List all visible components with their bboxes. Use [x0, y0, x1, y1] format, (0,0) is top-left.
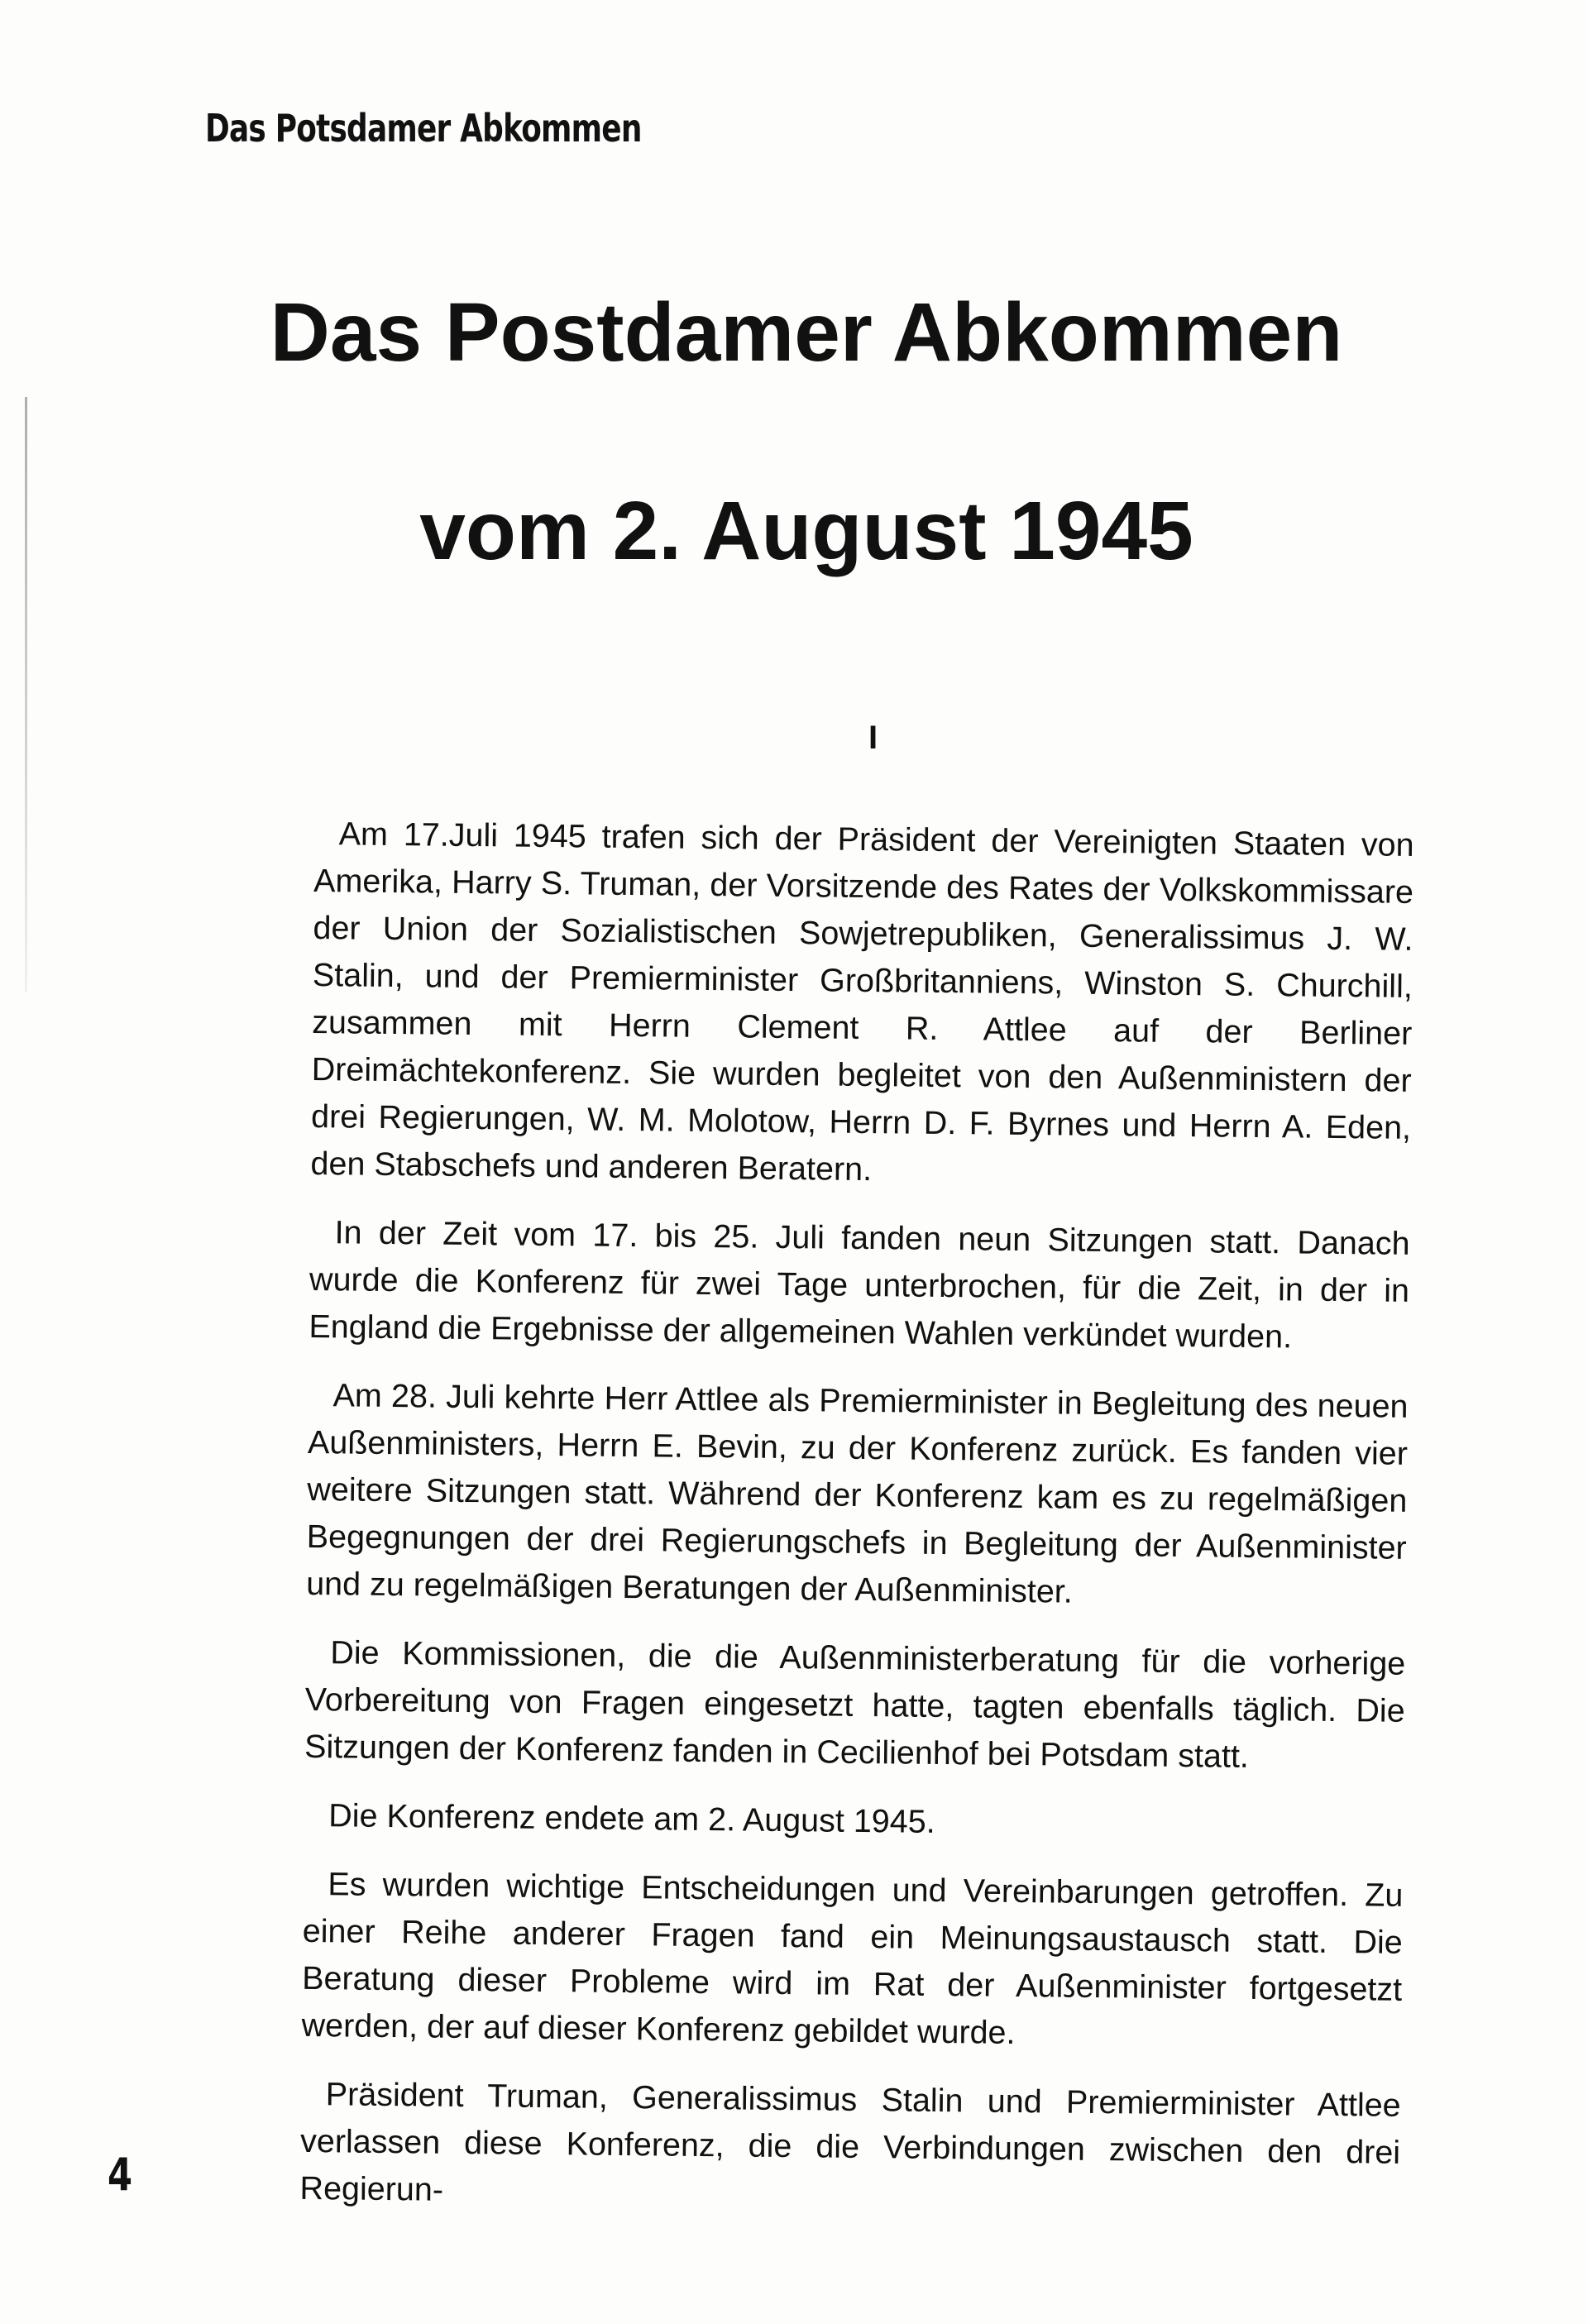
paragraph: Präsident Truman, Generalissimus Stalin und Premierminister Attlee verlassen diese Konferenz, die die Verbindungen zwischen den drei Regierun- [299, 2076, 1401, 2208]
paragraph: Am 28. Juli kehrte Herr Attlee als Premierminister in Begleitung des neuen Außenministers, Herrn E. Bevin, zu der Konferenz zurück. Es fanden vier weitere Sitzungen statt. Während der Konferenz kam es zu regelmäßigen Begegnungen der drei Regierungschefs in Begleitung der Außenminister und zu regelmäßigen Beratungen der Außenminister. [305, 1377, 1409, 1610]
paragraph: Am 17.Juli 1945 trafen sich der Präsident der Vereinigten Staaten von Amerika, Harry S. Truman, der Vorsitzende des Rates der Volkskommissare der Union der Sozialistischen Sowjetrepubliken, Generalissimus J. W. Stalin, und der Premierminister Großbritanniens, Winston S. Churchill, zusammen mit Herrn Clement R. Attlee auf der Berliner Dreimächtekonferenz. Sie wurden begleitet von den Außenministern der drei Regierungen, W. M. Molotow, Herrn D. F. Byrnes und Herrn A. Eden, den Stabschefs und anderen Beratern. [310, 815, 1414, 1188]
paragraph: Die Konferenz endete am 2. August 1945. [328, 1797, 935, 1840]
document-title: Das Postdamer Abkommen [270, 286, 1343, 379]
paragraph: Die Kommissionen, die die Außenministerberatung für die vorherige Vorbereitung von Fragen eingesetzt hatte, tagten ebenfalls täglich. Die Sitzungen der Konferenz fanden in Cecilienhof bei Potsdam statt. [304, 1634, 1406, 1775]
section-number: I [868, 720, 878, 756]
paragraph: In der Zeit vom 17. bis 25. Juli fanden neun Sitzungen statt. Danach wurde die Konferenz für zwei Tage unterbrochen, für die Zeit, in der in England die Ergebnisse der allgemeinen Wahlen verkündet wurden. [309, 1214, 1410, 1356]
paragraph: Es wurden wichtige Entscheidungen und Vereinbarungen getroffen. Zu einer Reihe anderer Fragen fand ein Meinungsaustausch statt. Die Beratung dieser Probleme wird im Rat der Außenminister fortgesetzt werden, der auf dieser Konferenz gebildet wurde. [301, 1866, 1404, 2051]
document-subtitle-date: vom 2. August 1945 [419, 485, 1193, 577]
running-head: Das Potsdamer Abkommen [205, 106, 642, 151]
page-number: 4 [108, 2149, 133, 2201]
body-text [299, 811, 1414, 2245]
